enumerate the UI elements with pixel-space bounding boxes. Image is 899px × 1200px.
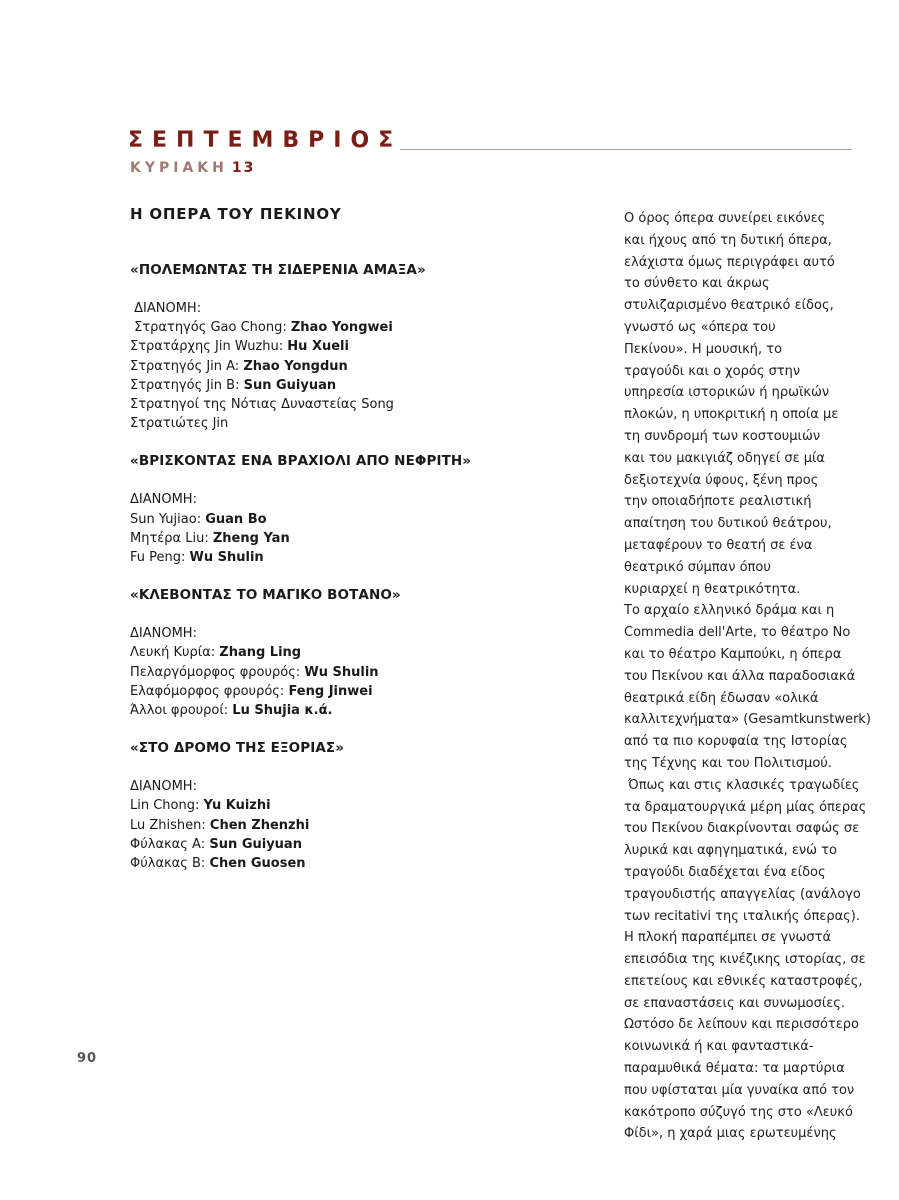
- cast-role: Άλλοι φρουροί:: [130, 703, 233, 719]
- body-line: Η πλοκή παραπέμπει σε γνωστά: [624, 930, 832, 946]
- cast-line: [130, 376, 500, 395]
- cast-actor: Hu Xueli: [287, 339, 349, 355]
- cast-role: Μητέρα Liu:: [130, 530, 213, 546]
- cast-role: Fu Peng:: [130, 550, 190, 566]
- cast-actor: Zhang Ling: [219, 645, 302, 661]
- body-line: σε επαναστάσεις και συνωμοσίες.: [624, 995, 846, 1011]
- body-line: τραγούδι και ο χορός στην: [624, 363, 801, 379]
- cast-role: Lu Zhishen:: [130, 817, 210, 833]
- body-line: τραγουδιστής απαγγελίας (ανάλογο: [624, 886, 861, 902]
- body-line: θεατρικό σύμπαν όπου: [624, 559, 771, 575]
- cast-role: Πελαργόμορφος φρουρός:: [130, 664, 305, 680]
- body-line: της Τέχνης και του Πολιτισμού.: [624, 755, 832, 771]
- cast-line: [130, 835, 500, 854]
- cast-label: ΔΙΑΝΟΜΗ:: [130, 301, 202, 316]
- body-line: κοινωνικά ή και φανταστικά-: [624, 1039, 814, 1055]
- cast-label: ΔΙΑΝΟΜΗ:: [130, 779, 197, 795]
- body-line: από τα πιο κορυφαία της Ιστορίας: [624, 734, 848, 750]
- cast-actor: Feng Jinwei: [288, 683, 373, 699]
- header-rule: [400, 149, 852, 150]
- body-line: του Πεκίνου και άλλα παραδοσιακά: [624, 668, 856, 684]
- cast-role: Στρατηγός Gao Chong:: [130, 320, 291, 336]
- body-line: κυριαρχεί η θεατρικότητα.: [624, 581, 801, 597]
- body-line: και του μακιγιάζ οδηγεί σε μία: [624, 450, 825, 466]
- body-line: υπηρεσία ιστορικών ή ηρωϊκών: [624, 385, 830, 401]
- cast-line: [130, 854, 500, 873]
- programme-column: [130, 262, 500, 893]
- cast-line: [130, 548, 500, 567]
- cast-label: ΔΙΑΝΟΜΗ:: [130, 492, 197, 508]
- cast-role: Στρατάρχης Jin Wuzhu:: [130, 339, 288, 355]
- body-line: Ωστόσο δε λείπουν και περισσότερο: [624, 1017, 859, 1033]
- day-heading: [130, 159, 255, 177]
- cast-role: Φύλακας Α:: [130, 836, 210, 852]
- cast-line: [130, 682, 500, 701]
- cast-actor: Chen Zhenzhi: [209, 817, 310, 833]
- body-line: δεξιοτεχνία ύφους, ξένη προς: [624, 472, 819, 488]
- body-line: Το αρχαίο ελληνικό δράμα και η: [624, 603, 835, 619]
- body-line: των recitativi της ιταλικής όπερας).: [624, 908, 860, 924]
- body-line: πλοκών, η υποκριτική η οποία με: [624, 407, 839, 423]
- page-title: Η ΟΠΕΡΑ ΤΟΥ ΠΕΚΙΝΟΥ: [130, 205, 342, 223]
- body-line: επεισόδια της κινέζικης ιστορίας, σε: [624, 952, 866, 968]
- body-line: μεταφέρουν το θεατή σε ένα: [624, 537, 813, 553]
- cast-line: [130, 395, 500, 414]
- body-line: του Πεκίνου διακρίνονται σαφώς σε: [624, 821, 860, 837]
- cast-line: [130, 318, 500, 337]
- cast-role: Lin Chong:: [130, 798, 204, 814]
- body-line: και ήχους από τη δυτική όπερα,: [624, 232, 832, 248]
- day-number: 13: [231, 160, 256, 176]
- play-section: [130, 740, 500, 873]
- cast-actor: Zheng Yan: [212, 530, 290, 546]
- cast-actor: Wu Shulin: [304, 664, 379, 680]
- cast-label: ΔΙΑΝΟΜΗ:: [130, 626, 197, 642]
- body-line: τραγούδι διαδέχεται ένα είδος: [624, 864, 826, 880]
- cast-actor: Guan Bo: [205, 511, 267, 527]
- body-line: Πεκίνου». Η μουσική, το: [624, 341, 783, 357]
- cast-actor: Sun Guiyuan: [209, 836, 302, 852]
- cast-line: [130, 510, 500, 529]
- play-section: [130, 453, 500, 567]
- page-number: 90: [77, 1051, 98, 1066]
- body-line: Φίδι», η χαρά μιας ερωτευμένης: [624, 1126, 837, 1142]
- cast-role: Φύλακας Β:: [130, 856, 210, 872]
- play-title: «ΣΤΟ ΔΡΟΜΟ ΤΗΣ ΕΞΟΡΙΑΣ»: [130, 740, 345, 757]
- body-line: κακότροπο σύζυγό της στο «Λευκό: [624, 1104, 853, 1120]
- cast-line: [130, 796, 500, 815]
- cast-line: [130, 357, 500, 376]
- cast-role: Στρατηγός Jin B:: [130, 377, 244, 393]
- body-line: τη συνδρομή των κοστουμιών: [624, 428, 821, 444]
- body-line: Commedia dell'Arte, το θέατρο Νο: [624, 625, 851, 641]
- cast-line: [130, 414, 500, 433]
- cast-role: Στρατηγός Jin A:: [130, 358, 244, 374]
- play-title: «ΒΡΙΣΚΟΝΤΑΣ ΕΝΑ ΒΡΑΧΙΟΛΙ ΑΠΟ ΝΕΦΡΙΤΗ»: [130, 453, 472, 470]
- cast-actor: Wu Shulin: [189, 550, 264, 566]
- body-line: στυλιζαρισμένο θεατρικό είδος,: [624, 298, 834, 314]
- body-line: λυρικά και αφηγηματικά, ενώ το: [624, 843, 837, 859]
- body-line: που υφίσταται μία γυναίκα από τον: [624, 1082, 855, 1098]
- cast-role: Στρατηγοί της Νότιας Δυναστείας Song: [130, 397, 394, 413]
- cast-actor: Lu Shujia κ.ά.: [232, 703, 333, 719]
- play-section: [130, 262, 500, 433]
- cast-actor: Chen Guosen: [209, 856, 306, 872]
- body-line: και το θέατρο Καμπούκι, η όπερα: [624, 646, 842, 662]
- body-line: ελάχιστα όμως περιγράφει αυτό: [624, 254, 835, 270]
- body-line: επετείους και εθνικές καταστροφές,: [624, 973, 863, 989]
- cast-actor: Zhao Yongwei: [290, 320, 393, 336]
- cast-line: [130, 701, 500, 720]
- cast-line: [130, 337, 500, 356]
- cast-actor: Sun Guiyuan: [243, 377, 337, 393]
- body-line: την οποιαδήποτε ρεαλιστική: [624, 494, 812, 510]
- body-line: γνωστό ως «όπερα του: [624, 319, 776, 335]
- play-title: «ΚΛΕΒΟΝΤΑΣ ΤΟ ΜΑΓΙΚΟ ΒΟΤΑΝΟ»: [130, 587, 401, 604]
- cast-role: Στρατιώτες Jin: [130, 416, 229, 432]
- body-line: τα δραματουργικά μέρη μίας όπερας: [624, 799, 867, 815]
- cast-role: Λευκή Κυρία:: [130, 645, 220, 661]
- body-line: Όπως και στις κλασικές τραγωδίες: [624, 777, 860, 793]
- month-heading: ΣΕΠΤΕΜΒΡΙΟΣ: [128, 128, 403, 153]
- play-title: «ΠΟΛΕΜΩΝΤΑΣ ΤΗ ΣΙΔΕΡΕΝΙΑ ΑΜΑΞΑ»: [130, 262, 426, 278]
- body-line: καλλιτεχνήματα» (Gesamtkunstwerk): [624, 712, 871, 728]
- body-line: το σύνθετο και άκρως: [624, 276, 770, 292]
- cast-actor: Yu Kuizhi: [203, 798, 271, 814]
- day-label: ΚΥΡΙΑΚΗ: [130, 160, 228, 176]
- cast-line: [130, 816, 500, 835]
- cast-actor: Zhao Yongdun: [243, 358, 348, 374]
- article-body: [624, 208, 871, 1145]
- cast-role: Ελαφόμορφος φρουρός:: [130, 683, 289, 699]
- cast-role: Sun Yujiao:: [130, 511, 206, 527]
- cast-line: [130, 529, 500, 548]
- cast-line: [130, 663, 500, 682]
- play-section: [130, 587, 500, 720]
- body-line: παραμυθικά θέματα: τα μαρτύρια: [624, 1061, 845, 1077]
- body-line: Ο όρος όπερα συνείρει εικόνες: [624, 211, 826, 226]
- body-line: απαίτηση του δυτικού θεάτρου,: [624, 516, 832, 532]
- cast-line: [130, 643, 500, 662]
- body-line: θεατρικά είδη έδωσαν «ολικά: [624, 690, 819, 706]
